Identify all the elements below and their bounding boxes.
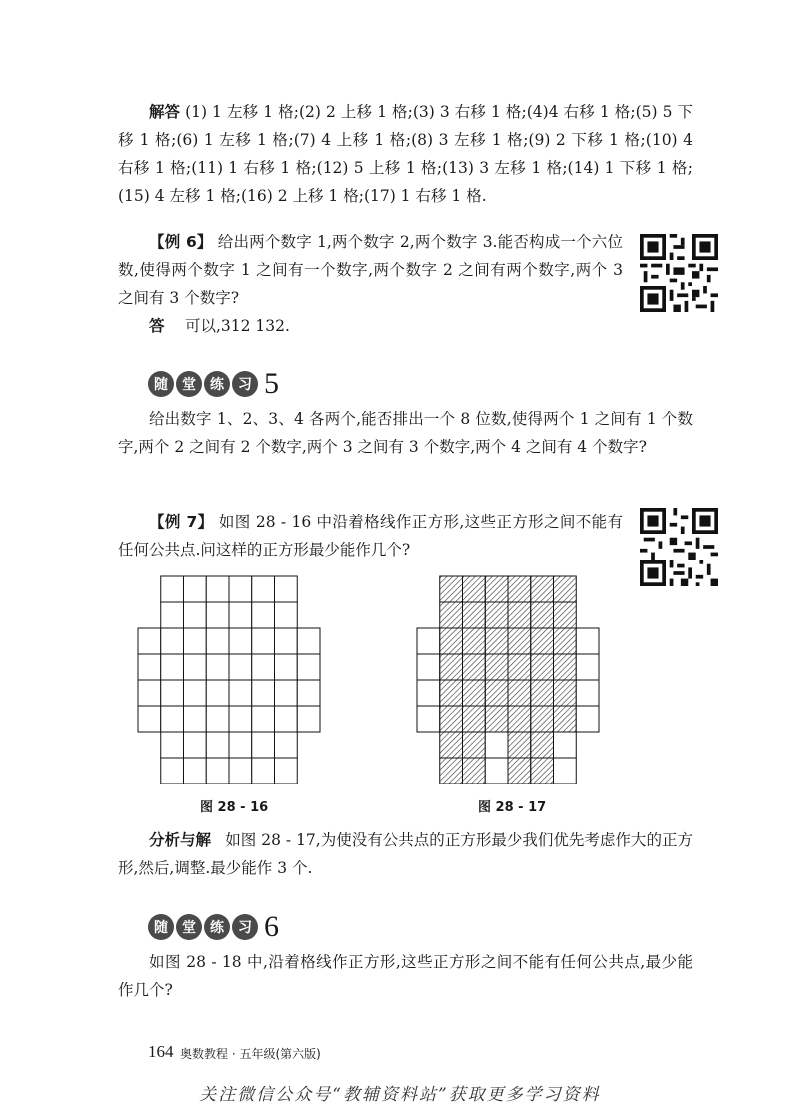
- figure-28-16-cell: [184, 602, 207, 628]
- figure-28-17-cell: [417, 706, 440, 732]
- practice6-heading: [148, 910, 279, 944]
- figure-28-17-cell: [440, 680, 463, 706]
- practice5-char-1: 随: [148, 371, 174, 397]
- analysis-text: 如图 28 - 17,为使没有公共点的正方形最少我们优先考虑作大的正方形,然后,调整.最少能作 3 个.: [118, 831, 693, 877]
- figure-28-16-cell: [229, 602, 252, 628]
- figure-28-16-cell: [252, 602, 275, 628]
- figure-28-17-cell: [531, 602, 554, 628]
- figure-28-17-cell: [440, 758, 463, 784]
- figure-28-17-cell: [440, 732, 463, 758]
- figure-28-17-cell: [531, 732, 554, 758]
- page-number: 164: [148, 1042, 174, 1061]
- figure-28-16-cell: [229, 576, 252, 602]
- example6-answer-text: 可以,312 132.: [184, 317, 290, 335]
- figure-28-16-cell: [229, 654, 252, 680]
- figure-28-16-cell: [138, 680, 161, 706]
- figure-28-17-cell: [440, 576, 463, 602]
- figure-28-17-cell: [485, 758, 508, 784]
- figure-28-16-cell: [206, 758, 229, 784]
- figure-28-17-cell: [554, 680, 577, 706]
- figure-28-16-cell: [275, 602, 298, 628]
- figure-28-17-cell: [485, 732, 508, 758]
- figure-28-16-cell: [206, 680, 229, 706]
- answer-text: (1) 1 左移 1 格;(2) 2 上移 1 格;(3) 3 右移 1 格;(4)4 右移 1 格;(5) 5 下移 1 格;(6) 1 左移 1 格;(7) 4 上移 1 格;(8) 3 左移 1 格;(9) 2 下移 1 格;(10) 4 右移 1 格;(11) 1 右移 1 格;(12) 5 上移 1 格;(13) 3 左移 1 格;(14) 1 下移 1 格;(15) 4 左移 1 格;(16) 2 上移 1 格;(17) 1 右移 1 格.: [118, 103, 693, 205]
- practice6-char-1: 随: [148, 914, 174, 940]
- figure-28-17-cell: [485, 706, 508, 732]
- figure-28-17-cell: [485, 628, 508, 654]
- practice5-char-2: 堂: [176, 371, 202, 397]
- figure-28-16-cell: [297, 628, 320, 654]
- figure-28-17-cell: [485, 680, 508, 706]
- figure-28-17-cell: [417, 654, 440, 680]
- figure-28-16-cell: [297, 706, 320, 732]
- answer-paragraph: [118, 98, 693, 210]
- figure-28-17-cell: [485, 654, 508, 680]
- figure-28-17-cell: [463, 576, 486, 602]
- figure-28-16-cell: [206, 576, 229, 602]
- figure-28-16-cell: [252, 706, 275, 732]
- practice6-char-4: 习: [232, 914, 258, 940]
- figure-28-17-cell: [576, 680, 599, 706]
- example7-text: 如图 28 - 16 中沿着格线作正方形,这些正方形之间不能有任何公共点.问这样的正方形最少能作几个?: [118, 513, 623, 559]
- example6-label: 【例 6】: [149, 233, 213, 251]
- figure-28-16-cell: [206, 706, 229, 732]
- figure-28-16-cell: [161, 680, 184, 706]
- figure-28-17-cell: [554, 706, 577, 732]
- figure-28-16-cell: [206, 602, 229, 628]
- example6-answer-label: 答: [149, 317, 165, 335]
- figure-28-16-cell: [206, 732, 229, 758]
- figure-28-16-cell: [206, 654, 229, 680]
- figure-28-17-cell: [576, 628, 599, 654]
- figure-28-17-cell: [440, 628, 463, 654]
- practice5-number: 5: [264, 367, 279, 400]
- figure-28-17-cell: [554, 758, 577, 784]
- figure-28-16-cell: [161, 628, 184, 654]
- figure-28-17-cell: [508, 628, 531, 654]
- figure-28-16-cell: [252, 628, 275, 654]
- practice5-text: [118, 405, 693, 461]
- figure-28-17-cell: [440, 602, 463, 628]
- figure-28-16-cell: [275, 654, 298, 680]
- figure-28-16-cell: [184, 576, 207, 602]
- figure-28-17-cell: [508, 706, 531, 732]
- figure-28-16-cell: [161, 706, 184, 732]
- figure-28-16-cell: [138, 654, 161, 680]
- practice6-text: [118, 948, 693, 1004]
- figure-28-16-cell: [184, 732, 207, 758]
- qr-code-example6[interactable]: [640, 234, 718, 312]
- practice6-char-3: 练: [204, 914, 230, 940]
- analysis-label: 分析与解: [149, 831, 212, 849]
- figure-28-17-cell: [440, 706, 463, 732]
- figure-28-17-cell: [463, 628, 486, 654]
- practice5-char-3: 练: [204, 371, 230, 397]
- watermark-text: 关注微信公众号“教辅资料站”获取更多学习资料: [199, 1085, 601, 1105]
- figure-28-16-cell: [252, 758, 275, 784]
- figure-28-17-cell: [417, 628, 440, 654]
- figure-28-16-cell: [275, 706, 298, 732]
- figure-28-16-cell: [229, 628, 252, 654]
- figure-28-17-cell: [463, 602, 486, 628]
- figure-28-16-cell: [184, 758, 207, 784]
- practice5-body: 给出数字 1、2、3、4 各两个,能否排出一个 8 位数,使得两个 1 之间有 1 个数字,两个 2 之间有 2 个数字,两个 3 之间有 3 个数字,两个 4 之间有 4 个数字?: [118, 410, 693, 456]
- example6-paragraph: [118, 228, 623, 312]
- figure-28-16-cell: [161, 732, 184, 758]
- figure-28-16-cell: [138, 706, 161, 732]
- figure-28-17-cell: [531, 576, 554, 602]
- figure-28-16-cell: [161, 602, 184, 628]
- figure-28-17-cell: [554, 628, 577, 654]
- figure-28-17-cell: [440, 654, 463, 680]
- figure-28-16-cell: [184, 706, 207, 732]
- figure-28-16-cell: [161, 654, 184, 680]
- analysis-paragraph: [118, 826, 693, 882]
- figure-28-16-cell: [161, 758, 184, 784]
- figure-28-17-cell: [554, 732, 577, 758]
- practice6-char-2: 堂: [176, 914, 202, 940]
- figure-28-17-cell: [508, 758, 531, 784]
- figure-28-16-cell: [252, 680, 275, 706]
- example6-text: 给出两个数字 1,两个数字 2,两个数字 3.能否构成一个六位数,使得两个数字 1 之间有一个数字,两个数字 2 之间有两个数字,两个 3 之间有 3 个数字?: [118, 233, 623, 307]
- figure-28-16-cell: [184, 628, 207, 654]
- figure-28-17-cell: [531, 758, 554, 784]
- figure-28-17-cell: [508, 680, 531, 706]
- figure-28-17-cell: [463, 680, 486, 706]
- figure-28-17-cell: [463, 654, 486, 680]
- figure-28-16-cell: [275, 628, 298, 654]
- figure-28-17-cell: [576, 654, 599, 680]
- figure-28-17-cell: [554, 654, 577, 680]
- figure-28-17-cell: [508, 602, 531, 628]
- figure-28-16-cell: [275, 576, 298, 602]
- figure-28-17-cell: [554, 602, 577, 628]
- figure-28-16-cell: [275, 758, 298, 784]
- example7-label: 【例 7】: [149, 513, 214, 531]
- figure-28-16-cell: [229, 758, 252, 784]
- figure-28-16-cell: [252, 732, 275, 758]
- figure-28-16-cell: [297, 680, 320, 706]
- practice5-char-4: 习: [232, 371, 258, 397]
- figure-28-17-caption: 图 28 - 17: [478, 800, 547, 815]
- figure-28-17-cell: [531, 628, 554, 654]
- figure-28-16-cell: [275, 732, 298, 758]
- figure-28-16-cell: [252, 576, 275, 602]
- answer-label: 解答: [149, 103, 181, 121]
- figure-28-16: [136, 574, 322, 784]
- figure-28-17-cell: [463, 732, 486, 758]
- figure-28-17-cell: [485, 602, 508, 628]
- figure-28-17-cell: [531, 680, 554, 706]
- figure-28-17-cell: [508, 732, 531, 758]
- figure-28-16-cell: [229, 706, 252, 732]
- figure-28-17-cell: [508, 654, 531, 680]
- book-title: 奥数教程 · 五年级(第六版): [180, 1047, 321, 1061]
- figure-28-17-cell: [463, 758, 486, 784]
- figure-28-17-cell: [417, 680, 440, 706]
- practice6-body: 如图 28 - 18 中,沿着格线作正方形,这些正方形之间不能有任何公共点,最少能作几个?: [118, 953, 693, 999]
- practice5-heading: [148, 367, 279, 401]
- figure-28-16-cell: [184, 680, 207, 706]
- figure-28-16-cell: [161, 576, 184, 602]
- figure-28-16-cell: [184, 654, 207, 680]
- figure-28-16-cell: [252, 654, 275, 680]
- figure-28-16-cell: [229, 732, 252, 758]
- figure-28-16-cell: [297, 654, 320, 680]
- example7-paragraph: [118, 508, 623, 564]
- practice6-number: 6: [264, 910, 279, 943]
- figure-28-17-cell: [531, 654, 554, 680]
- figure-28-17-cell: [531, 706, 554, 732]
- figure-28-16-cell: [138, 628, 161, 654]
- example6-answer: [118, 312, 693, 340]
- figure-28-16-cell: [275, 680, 298, 706]
- figure-28-17: [415, 574, 601, 784]
- qr-code-example7[interactable]: [640, 508, 718, 586]
- figure-28-16-cell: [229, 680, 252, 706]
- figure-28-17-cell: [485, 576, 508, 602]
- figure-28-16-caption: 图 28 - 16: [200, 800, 269, 815]
- figure-28-17-cell: [576, 706, 599, 732]
- figure-28-17-cell: [554, 576, 577, 602]
- figure-28-16-cell: [206, 628, 229, 654]
- figure-28-17-cell: [508, 576, 531, 602]
- figure-28-17-cell: [463, 706, 486, 732]
